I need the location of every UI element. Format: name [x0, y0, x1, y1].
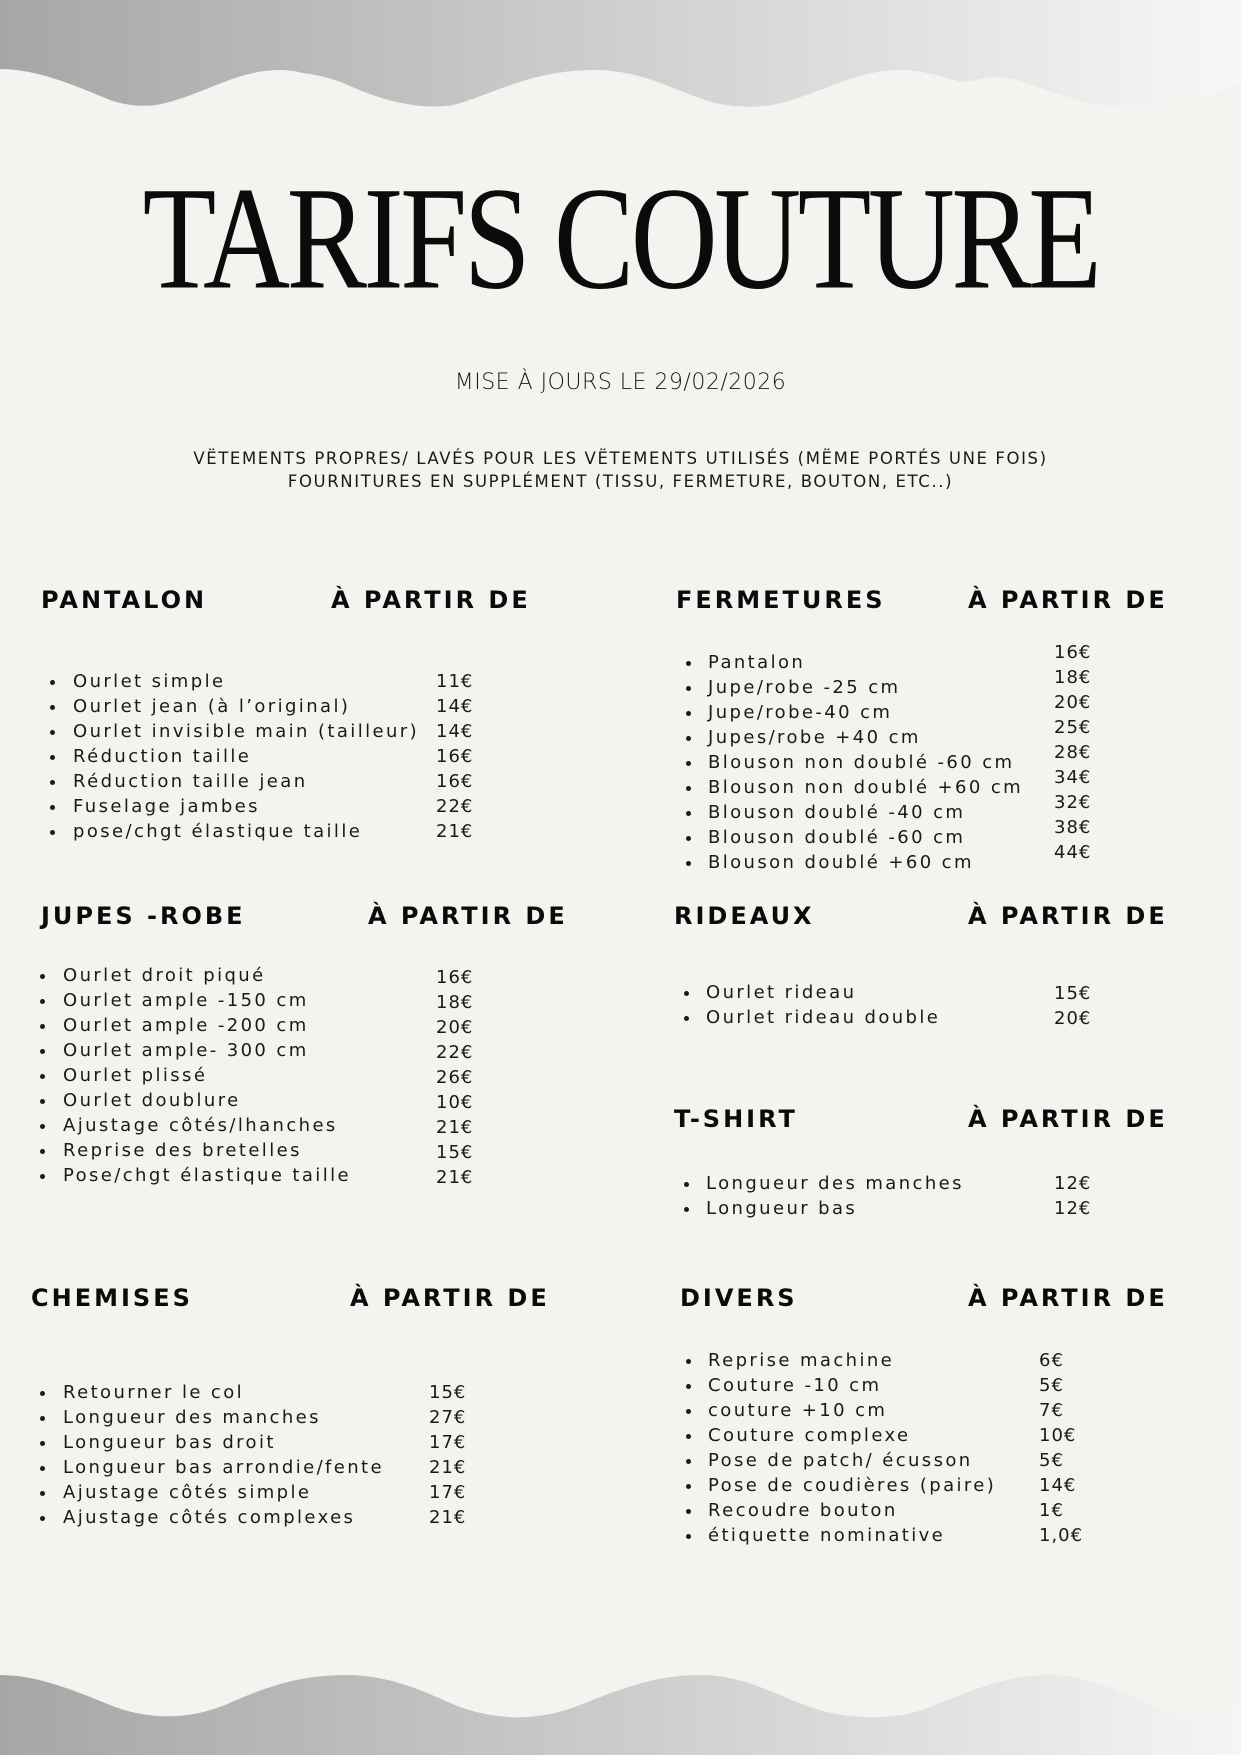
- price-value: 28€: [1054, 742, 1092, 763]
- list-item: pose/chgt élastique taille 21€: [50, 819, 500, 844]
- bullet-icon: [686, 736, 691, 741]
- list-item: Réduction taille jean 16€: [50, 769, 500, 794]
- bullet-icon: [686, 861, 691, 866]
- price-value: 34€: [1054, 767, 1092, 788]
- price-list-chemises: [40, 1380, 500, 1530]
- bullet-icon: [40, 1391, 45, 1396]
- bullet-icon: [50, 680, 55, 685]
- section-title-chemises: CHEMISES: [31, 1284, 193, 1312]
- bullet-icon: [684, 1207, 689, 1212]
- section-title-jupes-robe: JUPES -ROBE: [41, 902, 246, 930]
- notes: [0, 447, 1241, 493]
- list-item: Retourner le col 15€: [40, 1380, 500, 1405]
- page-title: TARIFS COUTURE: [142, 157, 1099, 321]
- bullet-icon: [686, 1359, 691, 1364]
- bullet-icon: [686, 1409, 691, 1414]
- list-item: Ourlet ample- 300 cm 22€: [40, 1038, 500, 1063]
- price-value: 32€: [1054, 792, 1092, 813]
- list-item: Jupe/robe -25 cm: [686, 675, 1026, 700]
- bullet-icon: [50, 830, 55, 835]
- bullet-icon: [40, 999, 45, 1004]
- list-item: Ourlet doublure 10€: [40, 1088, 500, 1113]
- price-list-tshirt: [684, 1171, 1104, 1221]
- note-line-1: VËTEMENTS PROPRES/ LAVÉS POUR LES VËTEMENTS UTILISÉS (MËME PORTÉS UNE FOIS): [193, 449, 1048, 468]
- section-price-header-jupes-robe: À PARTIR DE: [368, 902, 568, 930]
- section-title-fermetures: FERMETURES: [676, 586, 886, 614]
- bullet-icon: [686, 1459, 691, 1464]
- price-value: 25€: [1054, 717, 1092, 738]
- list-item: Blouson doublé +60 cm: [686, 850, 1026, 875]
- section-title-rideaux: RIDEAUX: [674, 902, 815, 930]
- list-item: Ourlet ample -150 cm 18€: [40, 988, 500, 1013]
- list-item: Jupe/robe-40 cm: [686, 700, 1026, 725]
- list-item: Couture -10 cm 5€: [686, 1373, 1106, 1398]
- bullet-icon: [686, 786, 691, 791]
- bullet-icon: [40, 1174, 45, 1179]
- price-list-divers: [686, 1348, 1106, 1548]
- bullet-icon: [686, 761, 691, 766]
- bullet-icon: [686, 1434, 691, 1439]
- list-item: Longueur des manches 12€: [684, 1171, 1104, 1196]
- bullet-icon: [684, 991, 689, 996]
- price-list-pantalon: [50, 669, 500, 844]
- list-item: Ourlet jean (à l’original) 14€: [50, 694, 500, 719]
- section-price-header-rideaux: À PARTIR DE: [968, 902, 1168, 930]
- price-value: 38€: [1054, 817, 1092, 838]
- list-item: Ourlet invisible main (tailleur) 14€: [50, 719, 500, 744]
- bottom-wave-decoration: [0, 1645, 1241, 1755]
- list-item: couture +10 cm 7€: [686, 1398, 1106, 1423]
- bullet-icon: [40, 1149, 45, 1154]
- list-item: Longueur bas arrondie/fente 21€: [40, 1455, 500, 1480]
- price-list-jupes-robe: [40, 963, 500, 1188]
- bullet-icon: [686, 686, 691, 691]
- list-item: Ourlet plissé 26€: [40, 1063, 500, 1088]
- list-item: Reprise machine 6€: [686, 1348, 1106, 1373]
- section-title-pantalon: PANTALON: [41, 586, 208, 614]
- list-item: Recoudre bouton 1€: [686, 1498, 1106, 1523]
- list-item: Couture complexe 10€: [686, 1423, 1106, 1448]
- bullet-icon: [686, 711, 691, 716]
- price-value: 18€: [1054, 667, 1092, 688]
- bullet-icon: [50, 780, 55, 785]
- bullet-icon: [684, 1016, 689, 1021]
- list-item: Pose de coudières (paire) 14€: [686, 1473, 1106, 1498]
- list-item: Pose/chgt élastique taille 21€: [40, 1163, 500, 1188]
- list-item: Jupes/robe +40 cm: [686, 725, 1026, 750]
- bullet-icon: [684, 1182, 689, 1187]
- list-item: Ourlet simple 11€: [50, 669, 500, 694]
- section-price-header-chemises: À PARTIR DE: [350, 1284, 550, 1312]
- list-item: Ajustage côtés simple 17€: [40, 1480, 500, 1505]
- section-price-header-tshirt: À PARTIR DE: [968, 1105, 1168, 1133]
- bullet-icon: [40, 1049, 45, 1054]
- bullet-icon: [686, 1534, 691, 1539]
- list-item: Ourlet droit piqué 16€: [40, 963, 500, 988]
- list-item: Blouson doublé -60 cm: [686, 825, 1026, 850]
- list-item: Pose de patch/ écusson 5€: [686, 1448, 1106, 1473]
- bullet-icon: [40, 1441, 45, 1446]
- bullet-icon: [40, 974, 45, 979]
- section-price-header-pantalon: À PARTIR DE: [331, 586, 531, 614]
- list-item: Réduction taille 16€: [50, 744, 500, 769]
- bullet-icon: [40, 1416, 45, 1421]
- list-item: Ourlet rideau double 20€: [684, 1005, 1104, 1030]
- price-value: 20€: [1054, 692, 1092, 713]
- bullet-icon: [686, 1384, 691, 1389]
- bullet-icon: [40, 1124, 45, 1129]
- list-item: Blouson non doublé +60 cm: [686, 775, 1026, 800]
- list-item: Reprise des bretelles 15€: [40, 1138, 500, 1163]
- list-item: Longueur bas 12€: [684, 1196, 1104, 1221]
- price-value: 16€: [1054, 642, 1092, 663]
- top-wave-decoration: [0, 0, 1241, 120]
- section-price-header-fermetures: À PARTIR DE: [968, 586, 1168, 614]
- bullet-icon: [50, 755, 55, 760]
- list-item: étiquette nominative 1,0€: [686, 1523, 1106, 1548]
- list-item: Pantalon: [686, 650, 1026, 675]
- list-item: Ajustage côtés complexes 21€: [40, 1505, 500, 1530]
- section-title-tshirt: T-SHIRT: [674, 1105, 798, 1133]
- list-item: Ourlet ample -200 cm 20€: [40, 1013, 500, 1038]
- list-item: Blouson non doublé -60 cm: [686, 750, 1026, 775]
- price-column-fermetures: [1054, 640, 1091, 865]
- update-date: MISE À JOURS LE 29/02/2026: [454, 370, 787, 395]
- bullet-icon: [40, 1024, 45, 1029]
- note-line-2: FOURNITURES EN SUPPLÉMENT (TISSU, FERMETURE, BOUTON, ETC..): [287, 472, 954, 491]
- bullet-icon: [686, 811, 691, 816]
- bullet-icon: [686, 1509, 691, 1514]
- list-item: Longueur bas droit 17€: [40, 1430, 500, 1455]
- bullet-icon: [50, 730, 55, 735]
- list-item: Fuselage jambes 22€: [50, 794, 500, 819]
- bullet-icon: [40, 1466, 45, 1471]
- bullet-icon: [40, 1074, 45, 1079]
- section-title-divers: DIVERS: [680, 1284, 798, 1312]
- bullet-icon: [686, 1484, 691, 1489]
- bullet-icon: [40, 1491, 45, 1496]
- list-item: Longueur des manches 27€: [40, 1405, 500, 1430]
- bullet-icon: [40, 1516, 45, 1521]
- bullet-icon: [40, 1099, 45, 1104]
- price-list-rideaux: [684, 980, 1104, 1030]
- list-item: Blouson doublé -40 cm: [686, 800, 1026, 825]
- bullet-icon: [686, 661, 691, 666]
- price-list-fermetures: [686, 650, 1026, 875]
- section-price-header-divers: À PARTIR DE: [968, 1284, 1168, 1312]
- list-item: Ajustage côtés/lhanches 21€: [40, 1113, 500, 1138]
- bullet-icon: [686, 836, 691, 841]
- list-item: Ourlet rideau 15€: [684, 980, 1104, 1005]
- bullet-icon: [50, 805, 55, 810]
- price-value: 44€: [1054, 842, 1092, 863]
- bullet-icon: [50, 705, 55, 710]
